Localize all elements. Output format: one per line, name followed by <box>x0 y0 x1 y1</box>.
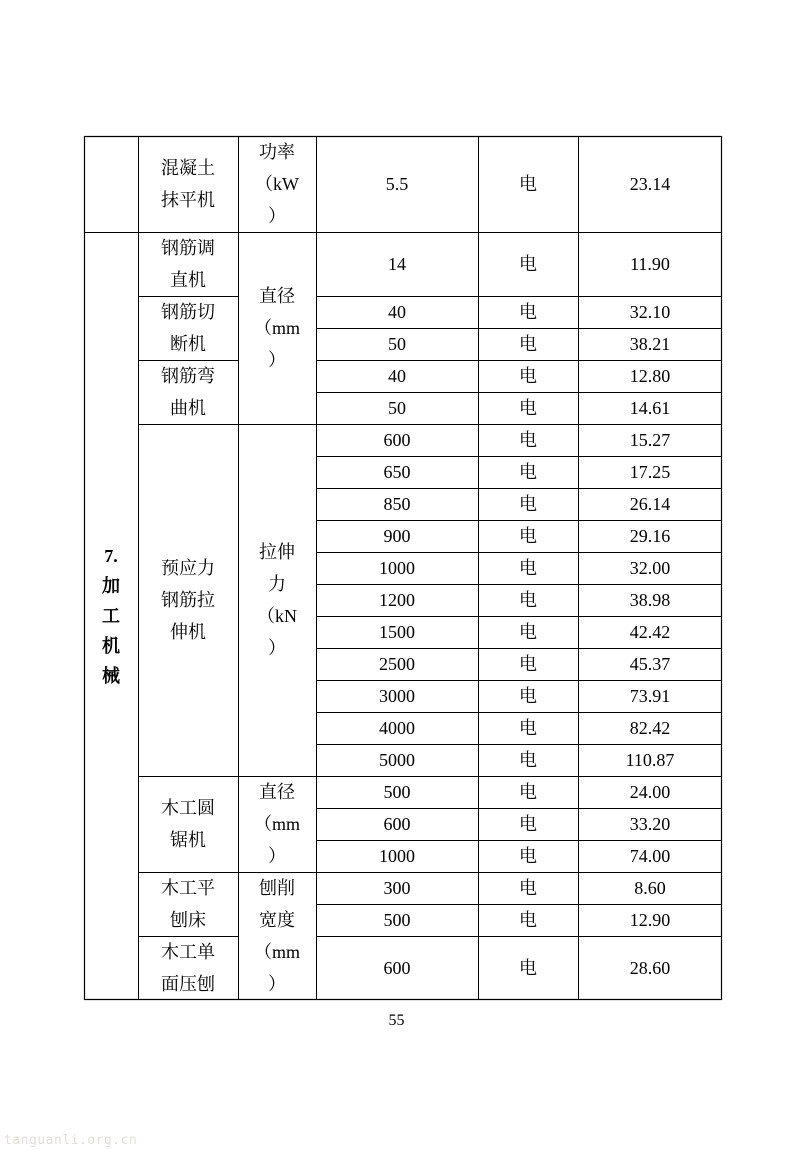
power-source-cell: 电 <box>519 718 537 738</box>
machine-name-cell: 混凝土 抹平机 <box>161 158 215 210</box>
machine-name-cell: 木工平 刨床 <box>161 878 215 930</box>
power-source-cell: 电 <box>519 814 537 834</box>
watermark: tanguanli.org.cn <box>4 1133 138 1148</box>
value-cell: 50 <box>388 398 406 418</box>
power-source-cell: 电 <box>519 750 537 770</box>
price-cell: 42.42 <box>629 622 671 642</box>
price-cell: 12.90 <box>629 910 671 930</box>
machine-name-cell: 木工单 面压刨 <box>161 942 215 994</box>
price-cell: 73.91 <box>629 686 671 706</box>
parameter-cell: 直径 （mm ） <box>253 782 300 866</box>
machine-name-cell: 钢筋弯 曲机 <box>161 366 215 418</box>
value-cell: 600 <box>383 958 411 978</box>
value-cell: 4000 <box>379 718 415 738</box>
price-cell: 17.25 <box>629 462 671 482</box>
machine-name-cell: 钢筋调 直机 <box>161 238 215 290</box>
value-cell: 14 <box>388 254 406 274</box>
power-source-cell: 电 <box>519 622 537 642</box>
power-source-cell: 电 <box>519 958 537 978</box>
price-cell: 82.42 <box>629 718 671 738</box>
value-cell: 5000 <box>379 750 415 770</box>
power-source-cell: 电 <box>519 462 537 482</box>
price-cell: 12.80 <box>629 366 671 386</box>
machine-name-cell: 木工圆 锯机 <box>161 798 215 850</box>
parameter-cell: 功率 （kW ） <box>255 142 299 226</box>
value-cell: 2500 <box>379 654 415 674</box>
parameter-cell: 直径 （mm ） <box>253 286 300 370</box>
price-cell: 14.61 <box>629 398 671 418</box>
power-source-cell: 电 <box>519 654 537 674</box>
power-source-cell: 电 <box>519 398 537 418</box>
value-cell: 500 <box>383 910 411 930</box>
page-number: 55 <box>388 1012 405 1029</box>
category-cell <box>84 136 138 232</box>
power-source-cell: 电 <box>519 910 537 930</box>
value-cell: 600 <box>383 430 411 450</box>
power-source-cell: 电 <box>519 878 537 898</box>
value-cell: 40 <box>388 366 406 386</box>
power-source-cell: 电 <box>519 254 537 274</box>
price-cell: 28.60 <box>629 958 671 978</box>
price-cell: 26.14 <box>629 494 671 514</box>
equipment-table <box>84 136 722 1000</box>
power-source-cell: 电 <box>519 334 537 354</box>
price-cell: 29.16 <box>629 526 671 546</box>
power-source-cell: 电 <box>519 590 537 610</box>
machine-name-cell: 预应力 钢筋拉 伸机 <box>161 558 215 642</box>
power-source-cell: 电 <box>519 174 537 194</box>
value-cell: 1200 <box>379 590 415 610</box>
parameter-cell: 刨削 宽度 （mm ） <box>253 878 300 994</box>
price-cell: 33.20 <box>629 814 671 834</box>
power-source-cell: 电 <box>519 846 537 866</box>
value-cell: 5.5 <box>385 174 409 194</box>
power-source-cell: 电 <box>519 526 537 546</box>
price-cell: 32.10 <box>629 302 671 322</box>
category-cell: 7. 加 工 机 械 <box>102 546 120 686</box>
parameter-cell: 拉伸 力 （kN ） <box>257 542 297 658</box>
value-cell: 1500 <box>379 622 415 642</box>
price-cell: 45.37 <box>629 654 671 674</box>
value-cell: 50 <box>388 334 406 354</box>
price-cell: 32.00 <box>629 558 671 578</box>
value-cell: 900 <box>383 526 411 546</box>
value-cell: 300 <box>383 878 411 898</box>
machine-name-cell: 钢筋切 断机 <box>161 302 215 354</box>
power-source-cell: 电 <box>519 366 537 386</box>
price-cell: 74.00 <box>629 846 671 866</box>
value-cell: 600 <box>383 814 411 834</box>
value-cell: 650 <box>383 462 411 482</box>
price-cell: 38.98 <box>629 590 671 610</box>
value-cell: 850 <box>383 494 411 514</box>
price-cell: 110.87 <box>625 750 675 770</box>
value-cell: 40 <box>388 302 406 322</box>
price-cell: 8.60 <box>634 878 666 898</box>
value-cell: 500 <box>383 782 411 802</box>
value-cell: 1000 <box>379 558 415 578</box>
power-source-cell: 电 <box>519 558 537 578</box>
power-source-cell: 电 <box>519 302 537 322</box>
power-source-cell: 电 <box>519 430 537 450</box>
power-source-cell: 电 <box>519 782 537 802</box>
power-source-cell: 电 <box>519 494 537 514</box>
power-source-cell: 电 <box>519 686 537 706</box>
price-cell: 23.14 <box>629 174 671 194</box>
price-cell: 15.27 <box>629 430 671 450</box>
price-cell: 11.90 <box>630 254 670 274</box>
value-cell: 1000 <box>379 846 415 866</box>
price-cell: 38.21 <box>629 334 671 354</box>
value-cell: 3000 <box>379 686 415 706</box>
price-cell: 24.00 <box>629 782 671 802</box>
